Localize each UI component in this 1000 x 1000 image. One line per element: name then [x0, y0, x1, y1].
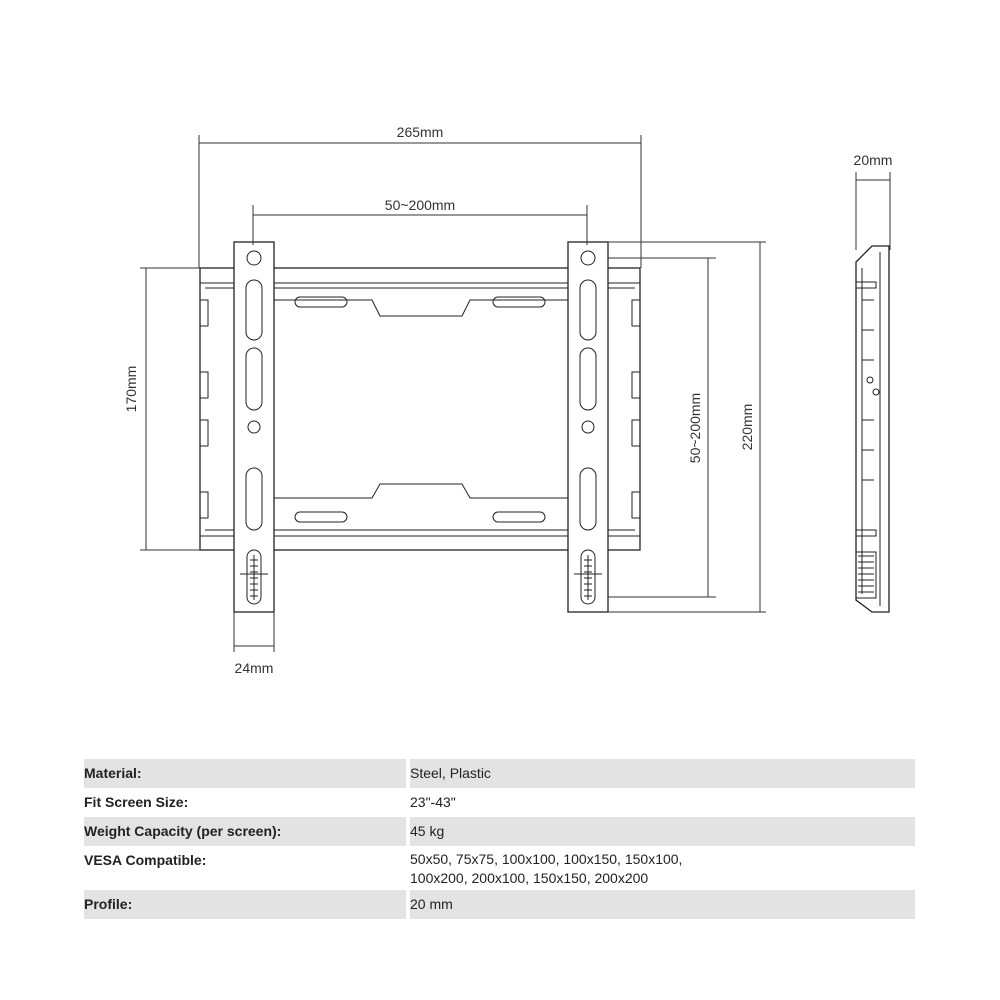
spec-row-vesa-compatible: [84, 846, 915, 890]
dim-label-vesa-horizontal: 50~200mm: [384, 197, 456, 213]
spec-value: 45 kg: [410, 817, 915, 846]
right-vertical-strip: [568, 242, 608, 612]
left-vertical-strip: [234, 242, 274, 612]
dim-label-total-height: 220mm: [739, 403, 755, 451]
spec-label: Weight Capacity (per screen):: [84, 817, 406, 846]
dim-label-profile: 20mm: [853, 152, 893, 168]
spec-row-profile: [84, 890, 915, 919]
spec-value: [410, 846, 915, 890]
spec-table: [84, 759, 915, 919]
side-view: [856, 246, 889, 612]
spec-row-fit-screen-size: [84, 788, 915, 817]
spec-label: Fit Screen Size:: [84, 794, 189, 810]
front-view: [200, 242, 640, 612]
spec-label: VESA Compatible:: [84, 852, 207, 868]
dim-label-strip-width: 24mm: [234, 660, 274, 676]
dim-label-total-width: 265mm: [396, 124, 444, 140]
spec-row-material: [84, 759, 915, 788]
spec-label: Material:: [84, 759, 406, 788]
dim-label-frame-height: 170mm: [123, 365, 139, 413]
spec-value: 20 mm: [410, 890, 915, 919]
spec-label: Profile:: [84, 890, 406, 919]
dim-label-vesa-vertical: 50~200mm: [687, 392, 703, 464]
spec-row-weight-capacity: [84, 817, 915, 846]
spec-value: 23"-43": [410, 794, 456, 810]
spec-value-line: 50x50, 75x75, 100x100, 100x150, 150x100,: [410, 851, 683, 867]
spec-value-line: 100x200, 200x100, 150x150, 200x200: [410, 870, 649, 886]
spec-value: Steel, Plastic: [410, 759, 915, 788]
